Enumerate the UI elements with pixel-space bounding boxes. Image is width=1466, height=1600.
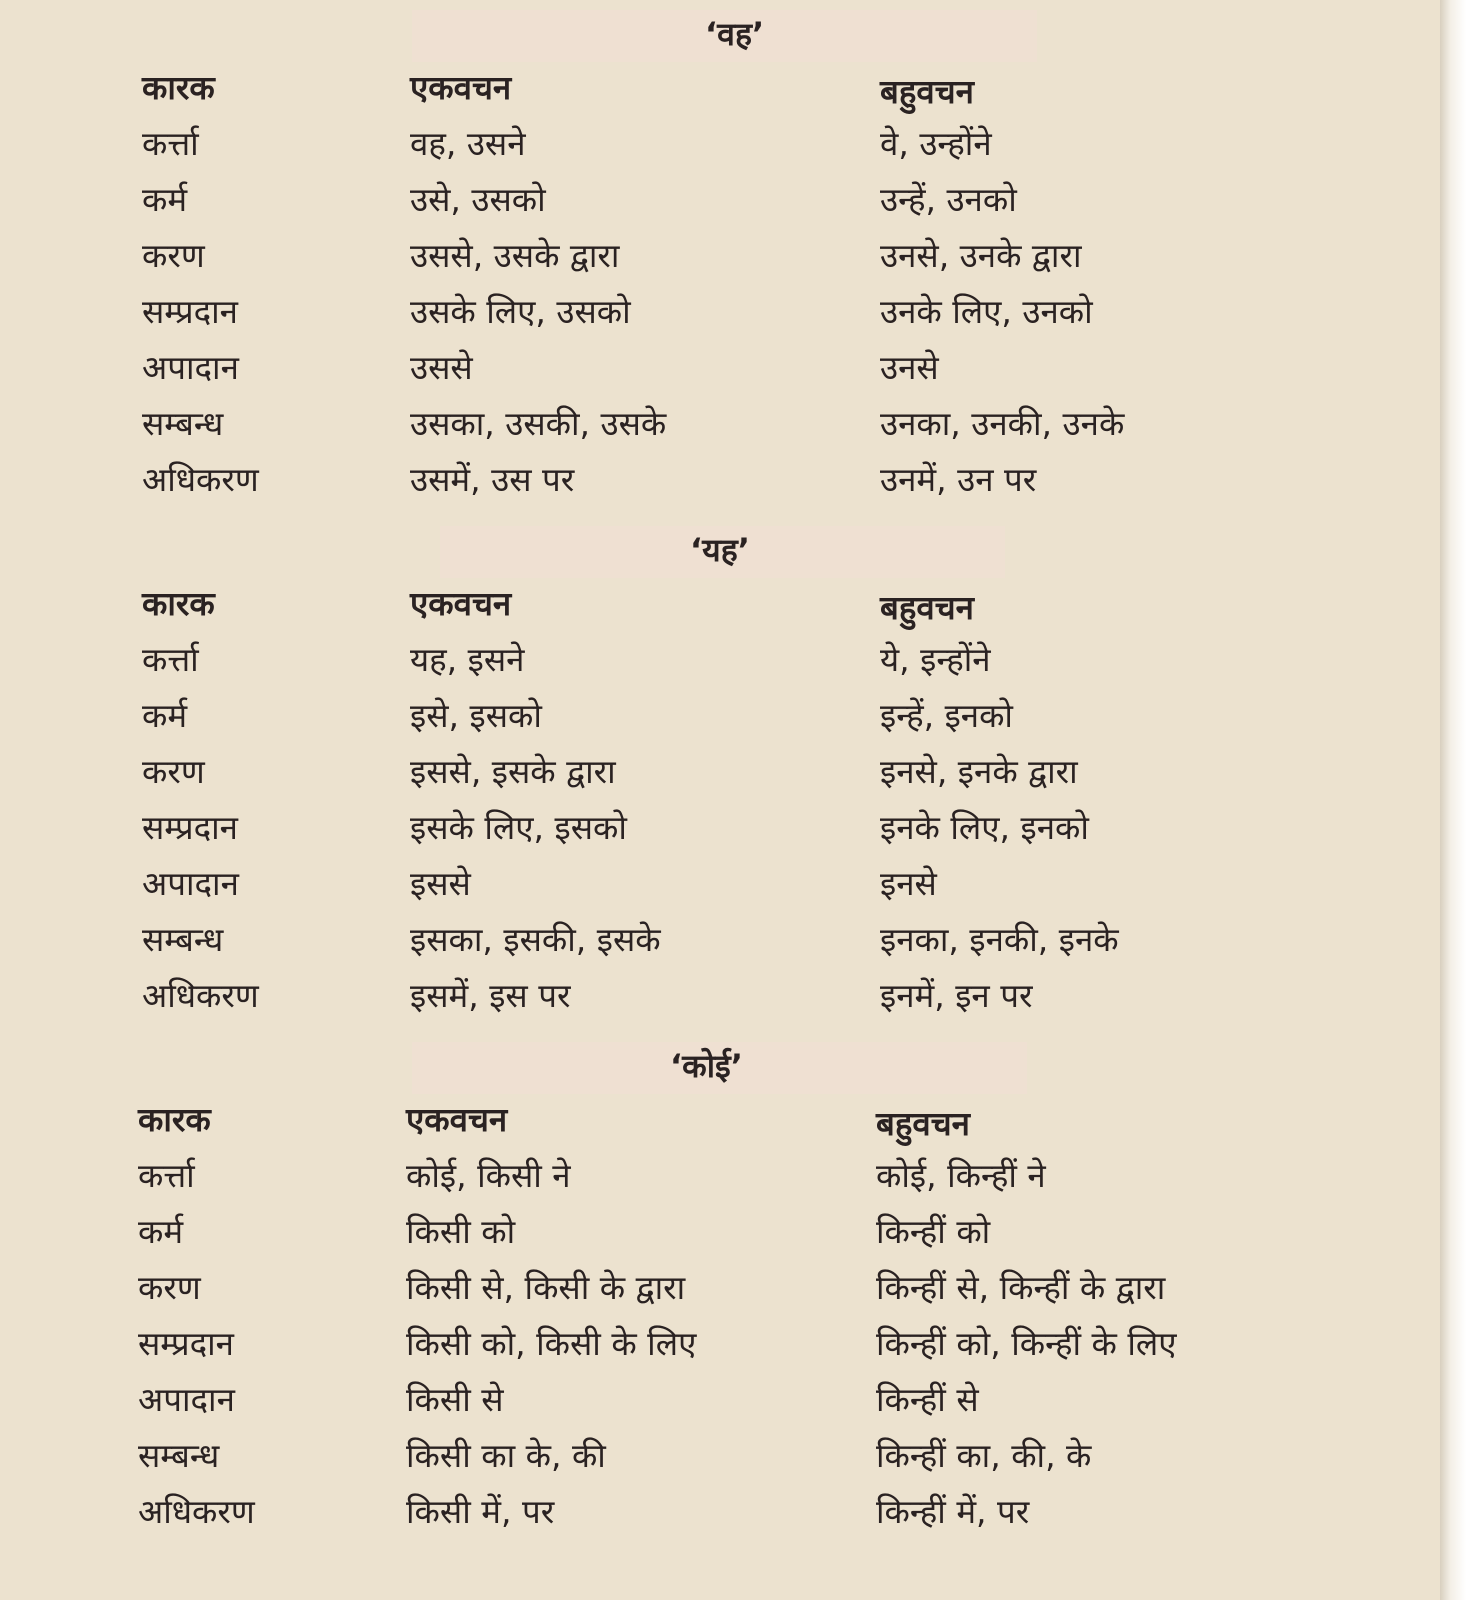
case-name: अधिकरण <box>142 976 259 1015</box>
plural-form: इनके लिए, इनको <box>880 808 1089 847</box>
plural-form: उन्हें, उनको <box>880 180 1017 219</box>
plural-form: किन्हीं का, की, के <box>876 1436 1092 1475</box>
plural-form: ये, इन्होंने <box>880 640 991 679</box>
singular-form: किसी को, किसी के लिए <box>406 1324 697 1363</box>
header-bahuvachan: बहुवचन <box>876 1104 970 1143</box>
singular-form: किसी से, किसी के द्वारा <box>406 1268 686 1307</box>
plural-form: किन्हीं को, किन्हीं के लिए <box>876 1324 1177 1363</box>
plural-form: किन्हीं से <box>876 1380 979 1419</box>
singular-form: किसी से <box>406 1380 504 1419</box>
case-name: करण <box>138 1268 201 1307</box>
plural-form: उनका, उनकी, उनके <box>880 404 1125 443</box>
plural-form: उनसे <box>880 348 939 387</box>
singular-form: उसे, उसको <box>410 180 546 219</box>
case-name: करण <box>142 236 205 275</box>
case-name: करण <box>142 752 205 791</box>
singular-form: वह, उसने <box>410 124 526 163</box>
case-name: कर्म <box>142 696 188 735</box>
case-name: सम्बन्ध <box>142 404 224 443</box>
plural-form: उनसे, उनके द्वारा <box>880 236 1082 275</box>
singular-form: इससे, इसके द्वारा <box>410 752 616 791</box>
header-karak: कारक <box>142 68 215 107</box>
case-name: सम्प्रदान <box>142 292 238 331</box>
singular-form: इसमें, इस पर <box>410 976 571 1015</box>
page-edge <box>1440 0 1466 1600</box>
case-name: अपादान <box>142 348 239 387</box>
section-title: ‘कोई’ <box>670 1047 743 1085</box>
header-bahuvachan: बहुवचन <box>880 588 974 627</box>
case-name: अपादान <box>142 864 239 903</box>
case-name: सम्प्रदान <box>142 808 238 847</box>
plural-form: किन्हीं से, किन्हीं के द्वारा <box>876 1268 1166 1307</box>
case-name: कर्म <box>142 180 188 219</box>
plural-form: वे, उन्होंने <box>880 124 992 163</box>
singular-form: उससे <box>410 348 473 387</box>
section-title: ‘वह’ <box>705 15 765 53</box>
case-name: अपादान <box>138 1380 235 1419</box>
plural-form: कोई, किन्हीं ने <box>876 1156 1046 1195</box>
singular-form: इसे, इसको <box>410 696 542 735</box>
singular-form: किसी में, पर <box>406 1492 555 1531</box>
header-karak: कारक <box>138 1100 211 1139</box>
plural-form: इनसे, इनके द्वारा <box>880 752 1078 791</box>
plural-form: उनके लिए, उनको <box>880 292 1093 331</box>
section-title: ‘यह’ <box>690 531 750 569</box>
case-name: कर्त्ता <box>138 1156 195 1195</box>
singular-form: उसका, उसकी, उसके <box>410 404 667 443</box>
case-name: अधिकरण <box>138 1492 255 1531</box>
case-name: कर्त्ता <box>142 124 199 163</box>
header-ekvachan: एकवचन <box>410 68 512 107</box>
singular-form: किसी को <box>406 1212 516 1251</box>
header-bahuvachan: बहुवचन <box>880 72 974 111</box>
singular-form: उसके लिए, उसको <box>410 292 631 331</box>
plural-form: इन्हें, इनको <box>880 696 1013 735</box>
header-ekvachan: एकवचन <box>410 584 512 623</box>
plural-form: इनसे <box>880 864 937 903</box>
header-ekvachan: एकवचन <box>406 1100 508 1139</box>
singular-form: यह, इसने <box>410 640 525 679</box>
plural-form: इनका, इनकी, इनके <box>880 920 1119 959</box>
case-name: सम्बन्ध <box>142 920 224 959</box>
header-karak: कारक <box>142 584 215 623</box>
plural-form: किन्हीं को <box>876 1212 991 1251</box>
singular-form: उसमें, उस पर <box>410 460 575 499</box>
case-name: कर्त्ता <box>142 640 199 679</box>
singular-form: इससे <box>410 864 471 903</box>
singular-form: कोई, किसी ने <box>406 1156 571 1195</box>
singular-form: उससे, उसके द्वारा <box>410 236 620 275</box>
case-name: अधिकरण <box>142 460 259 499</box>
singular-form: किसी का के, की <box>406 1436 606 1475</box>
singular-form: इसका, इसकी, इसके <box>410 920 661 959</box>
case-name: सम्बन्ध <box>138 1436 220 1475</box>
plural-form: इनमें, इन पर <box>880 976 1033 1015</box>
plural-form: उनमें, उन पर <box>880 460 1037 499</box>
case-name: कर्म <box>138 1212 184 1251</box>
case-name: सम्प्रदान <box>138 1324 234 1363</box>
singular-form: इसके लिए, इसको <box>410 808 627 847</box>
plural-form: किन्हीं में, पर <box>876 1492 1030 1531</box>
